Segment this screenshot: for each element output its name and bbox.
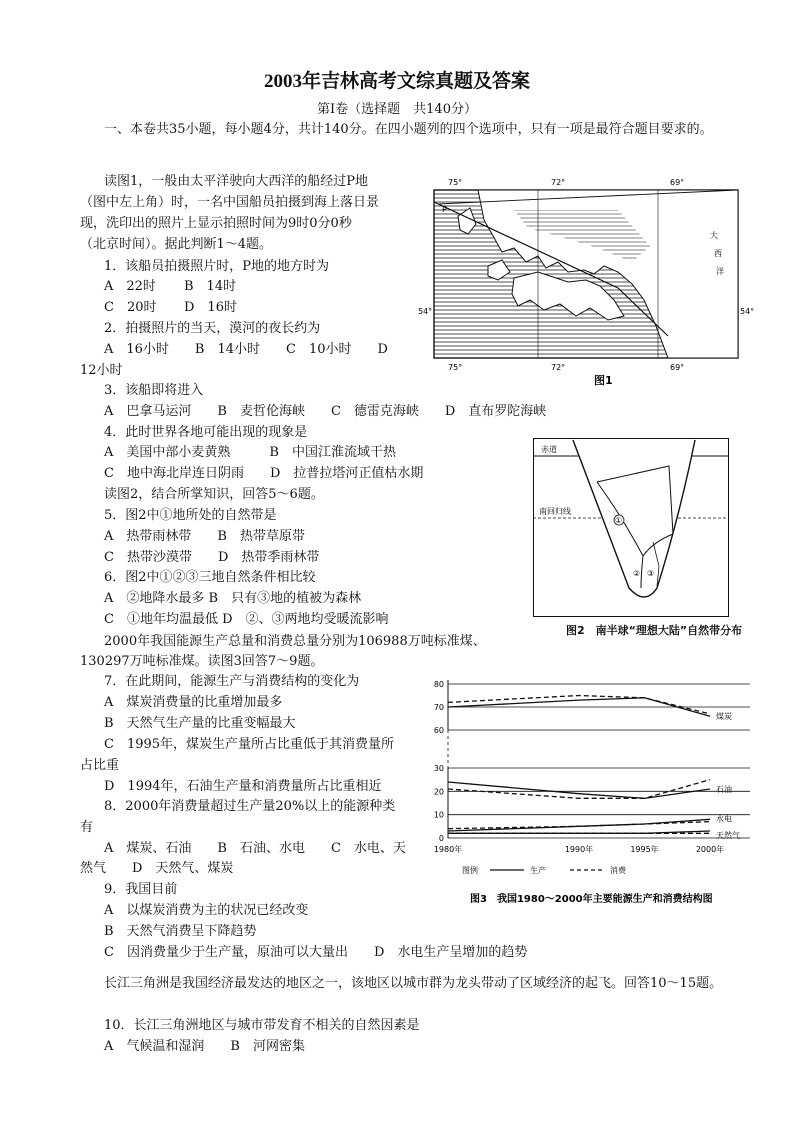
fig1-lon-top-1: 75° bbox=[448, 178, 463, 187]
q6-options-2: C ①地年均温最低 D ②、③两地均受暖流影响 bbox=[104, 612, 389, 627]
q1-stem: 1．该船员拍摄照片时，P地的地方时为 bbox=[104, 259, 330, 274]
intro4: 长江三角洲是我国经济最发达的地区之一，该地区以城市群为龙头带动了区域经济的起飞。回答10～15题。 bbox=[104, 976, 723, 991]
q7-option-d: D 1994年，石油生产量和消费量所占比重相近 bbox=[104, 779, 382, 794]
q8-stem-wrap: 有 bbox=[80, 820, 94, 835]
q2-stem: 2．拍摄照片的当天，漠河的夜长约为 bbox=[104, 321, 321, 336]
intro1-line3: 现，洗印出的照片上显示拍照时间为9时0分0秒 bbox=[80, 216, 352, 231]
fig2-zone-3: ③ bbox=[647, 569, 655, 578]
chart-legend-production: 生产 bbox=[530, 866, 546, 875]
y-tick-label: 0 bbox=[438, 834, 444, 843]
q1-option-b: B 14时 bbox=[184, 279, 237, 294]
fig1-lon-bottom-2: 72° bbox=[551, 363, 566, 372]
q9-stem: 9．我国目前 bbox=[104, 882, 178, 897]
intro1-line1: 读图1，一般由太平洋驶向大西洋的船经过P地 bbox=[104, 174, 369, 189]
figure-1-map bbox=[418, 176, 758, 388]
series-line-石油-生产 bbox=[448, 782, 710, 798]
q4-options-2: C 地中海北岸连日阴雨 D 拉普拉塔河正值枯水期 bbox=[104, 466, 424, 481]
q7-option-c-wrap: 占比重 bbox=[80, 758, 120, 773]
fig1-caption: 图1 bbox=[594, 374, 613, 387]
intro3-line2: 130297万吨标准煤。读图3回答7～9题。 bbox=[80, 654, 324, 669]
series-label: 石油 bbox=[716, 785, 732, 794]
fig2-equator-label: 赤道 bbox=[541, 445, 557, 454]
q9-options-cd: C 因消费量少于生产量，原油可以大量出 D 水电生产呈增加的趋势 bbox=[104, 945, 528, 960]
fig1-lon-top-2: 72° bbox=[551, 178, 566, 187]
y-tick-label: 30 bbox=[433, 764, 444, 773]
series-label: 天然气 bbox=[716, 831, 740, 840]
q8-options-wrap: 然气 D 天然气、煤炭 bbox=[80, 861, 234, 876]
fig1-lat-right: 54° bbox=[740, 307, 755, 316]
q4-options-1: A 美国中部小麦黄熟 B 中国江淮流域干热 bbox=[104, 445, 396, 460]
q1-option-a: A 22时 bbox=[104, 279, 156, 294]
q3-stem: 3．该船即将进入 bbox=[104, 383, 204, 398]
chart-legend-label: 图例 bbox=[462, 866, 478, 875]
q5-options-1: A 热带雨林带 B 热带草原带 bbox=[104, 529, 305, 544]
intro1-line2: （图中左上角）时，一名中国船员拍摄到海上落日景 bbox=[80, 195, 380, 210]
section-heading: 第Ⅰ卷（选择题 共140分） bbox=[317, 102, 477, 117]
y-tick-label: 20 bbox=[433, 787, 444, 797]
fig1-label-yang: 洋 bbox=[716, 267, 724, 276]
x-tick-label: 1995年 bbox=[630, 845, 659, 854]
intro2: 读图2，结合所掌知识，回答5～6题。 bbox=[104, 487, 324, 502]
q7-option-b: B 天然气生产量的比重变幅最大 bbox=[104, 716, 296, 731]
y-tick-label: 10 bbox=[433, 810, 444, 820]
fig2-zone-2: ② bbox=[633, 569, 641, 578]
figure-2-ideal-continent bbox=[533, 438, 729, 618]
fig1-label-p: P bbox=[442, 205, 447, 214]
y-tick-label: 60 bbox=[433, 726, 444, 735]
q8-options: A 煤炭、石油 B 石油、水电 C 水电、天 bbox=[104, 841, 406, 856]
fig1-lon-bottom-1: 75° bbox=[448, 363, 463, 372]
fig2-tropic-label: 南回归线 bbox=[539, 507, 571, 516]
q5-stem: 5．图2中①地所处的自然带是 bbox=[104, 508, 277, 523]
q7-option-a: A 煤炭消费量的比重增加最多 bbox=[104, 695, 283, 710]
fig2-zone-1: ① bbox=[615, 516, 623, 525]
q3-options: A 巴拿马运河 B 麦哲伦海峡 C 德雷克海峡 D 直布罗陀海峡 bbox=[104, 404, 547, 419]
intro1-line4: （北京时间）。据此判断1～4题。 bbox=[80, 237, 273, 252]
q10-stem: 10．长江三角洲地区与城市带发育不相关的自然因素是 bbox=[104, 1018, 420, 1033]
q1-option-c: C 20时 bbox=[104, 300, 157, 315]
intro3-line1: 2000年我国能源生产总量和消费总量分别为106988万吨标准煤、 bbox=[104, 634, 486, 649]
q2-option-d-wrap: 12小时 bbox=[80, 363, 123, 378]
instruction: 一、本卷共35小题，每小题4分，共计140分。在四小题列的四个选项中，只有一项是最符合题目要求的。 bbox=[104, 122, 713, 137]
q4-stem: 4．此时世界各地可能出现的现象是 bbox=[104, 425, 308, 440]
q6-stem: 6．图2中①②③三地自然条件相比较 bbox=[104, 570, 316, 585]
q8-stem: 8．2000年消费量超过生产量20%以上的能源种类 bbox=[104, 799, 396, 814]
y-tick-label: 80 bbox=[433, 680, 444, 689]
q7-stem: 7．在此期间，能源生产与消费结构的变化为 bbox=[104, 674, 360, 689]
q1-option-d: D 16时 bbox=[184, 300, 237, 315]
fig2-caption: 图2 南半球“理想大陆”自然带分布 bbox=[566, 624, 743, 637]
q6-options-1: A ②地降水最多 B 只有③地的植被为森林 bbox=[104, 591, 362, 606]
fig1-lon-top-3: 69° bbox=[670, 178, 685, 187]
series-label: 水电 bbox=[716, 814, 732, 824]
x-tick-label: 2000年 bbox=[695, 845, 725, 854]
fig1-lat-left: 54° bbox=[418, 307, 433, 316]
q9-option-b: B 天然气消费呈下降趋势 bbox=[104, 924, 257, 939]
q2-options: A 16小时 B 14小时 C 10小时 D bbox=[104, 342, 388, 357]
series-line-水电-生产 bbox=[448, 819, 710, 831]
chart-legend-consumption: 消费 bbox=[610, 866, 626, 875]
series-line-石油-消费 bbox=[448, 780, 710, 799]
q9-option-a: A 以煤炭消费为主的状况已经改变 bbox=[104, 903, 309, 918]
fig1-label-xi: 西 bbox=[714, 249, 722, 258]
figure-3-chart bbox=[420, 672, 760, 912]
fig1-lon-bottom-3: 69° bbox=[670, 363, 685, 372]
x-tick-label: 1980年 bbox=[433, 845, 463, 854]
fig1-label-da: 大 bbox=[710, 231, 718, 240]
q5-options-2: C 热带沙漠带 D 热带季雨林带 bbox=[104, 550, 320, 565]
x-tick-label: 1990年 bbox=[564, 845, 594, 854]
q10-options: A 气候温和湿润 B 河网密集 bbox=[104, 1039, 305, 1054]
series-label: 煤炭 bbox=[716, 712, 732, 722]
page-title: 2003年吉林高考文综真题及答案 bbox=[263, 71, 530, 92]
y-tick-label: 70 bbox=[433, 703, 444, 712]
chart-title: 图3 我国1980～2000年主要能源生产和消费结构图 bbox=[470, 894, 713, 905]
q7-option-c: C 1995年，煤炭生产量所占比重低于其消费量所 bbox=[104, 737, 395, 752]
